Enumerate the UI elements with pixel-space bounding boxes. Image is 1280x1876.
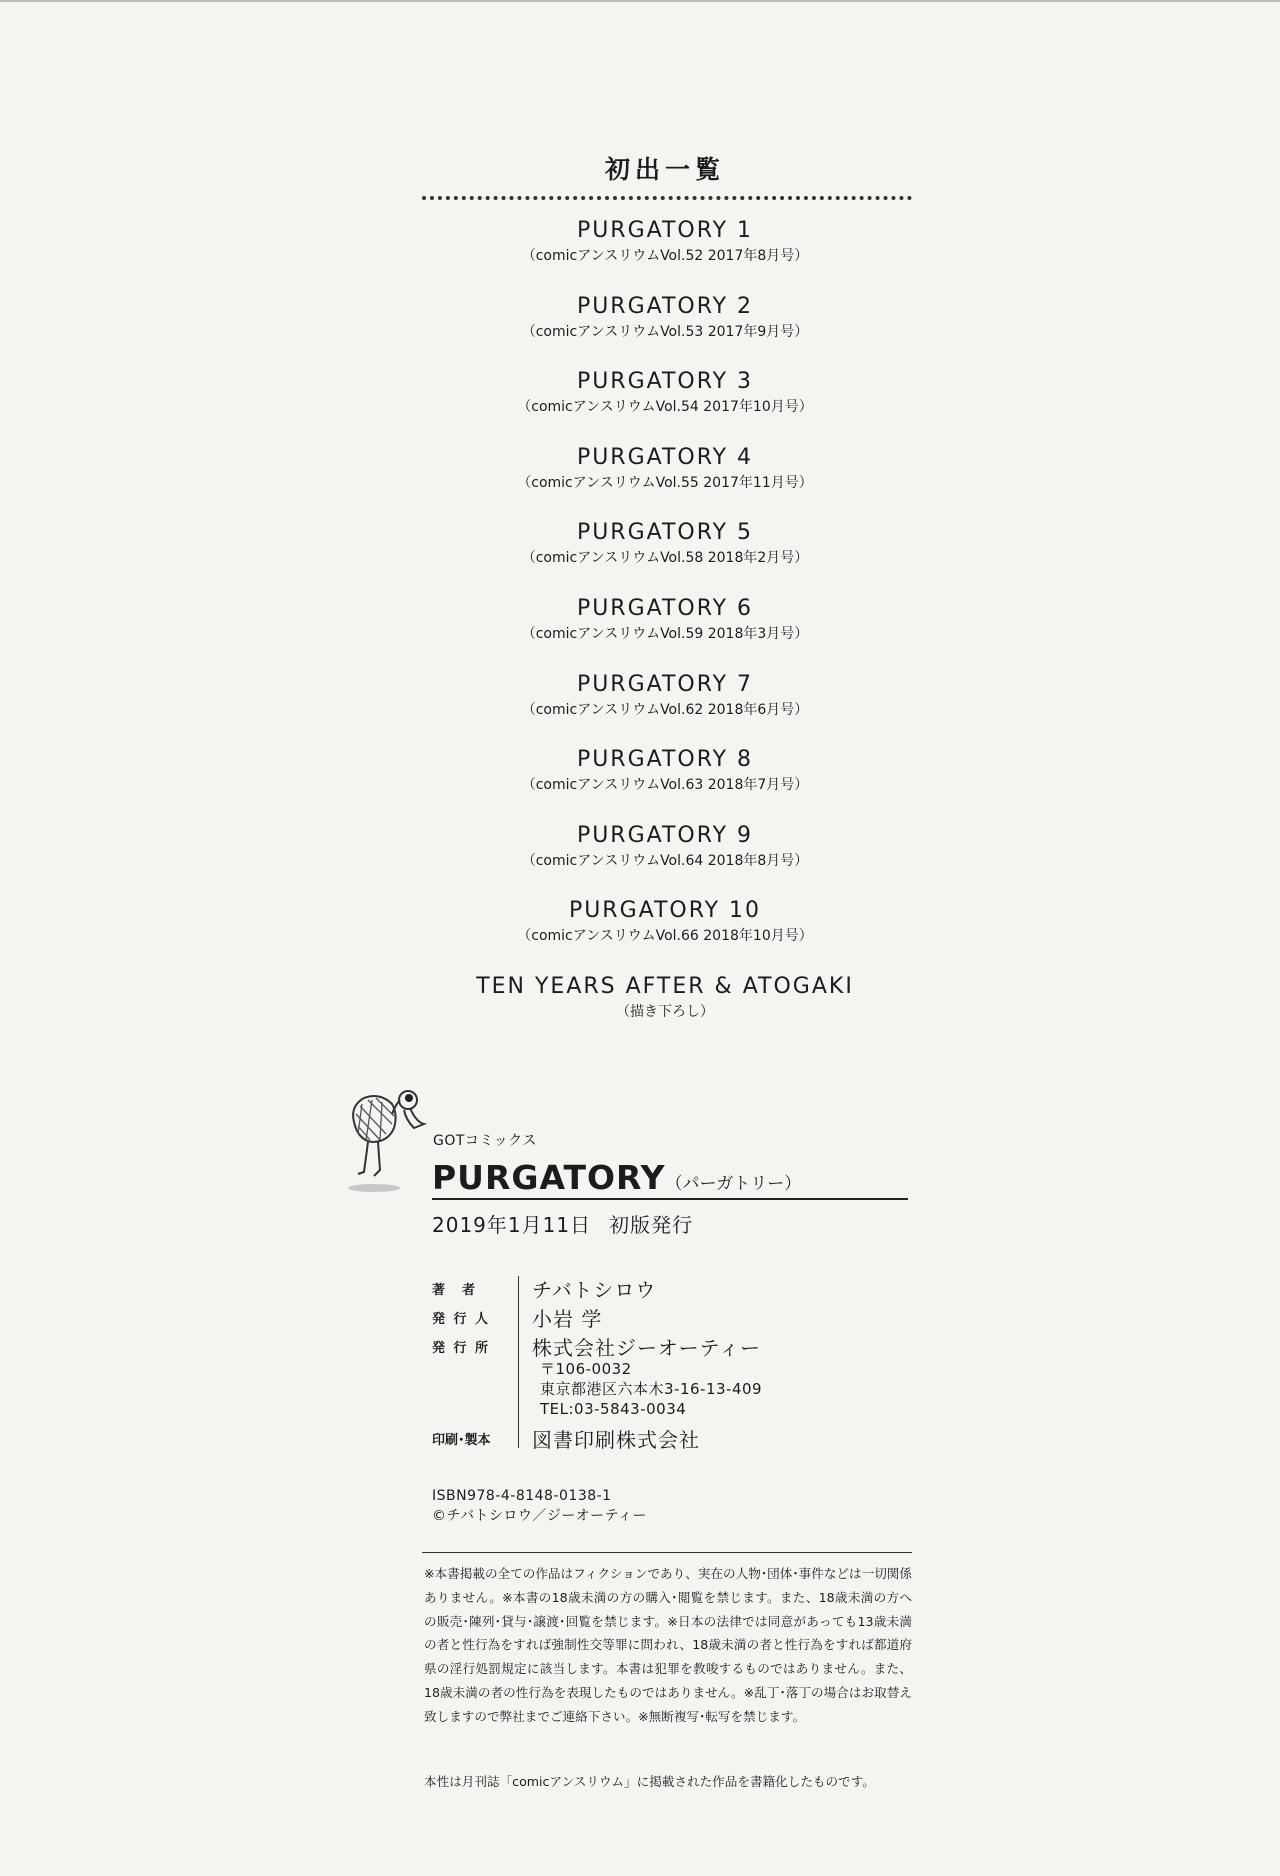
copyright: ©チバトシロウ／ジーオーティー [432, 1508, 647, 1524]
toc-special-item [0, 972, 1280, 1022]
toc-item-source: （comicアンスリウムVol.53 2017年9月号） [521, 323, 809, 340]
toc-item-title: PURGATORY 9 [576, 822, 754, 848]
book-title-main: PURGATORY [432, 1158, 666, 1197]
publication-date-value: 2019年1月11日 [432, 1213, 592, 1237]
toc-item-title: PURGATORY 4 [576, 444, 754, 470]
toc-item-title: PURGATORY 6 [576, 595, 754, 621]
toc-item-source: （comicアンスリウムVol.59 2018年3月号） [521, 625, 809, 642]
credit-value: 小岩 学 [532, 1307, 603, 1331]
book-title [432, 1158, 801, 1197]
credit-row-publisher [432, 1330, 852, 1359]
edition-label: 初版発行 [609, 1213, 694, 1237]
credit-key: 発 行 所 [432, 1341, 491, 1356]
credit-key: 印刷･製本 [432, 1433, 491, 1448]
toc-item [0, 745, 1280, 821]
toc-item-title: PURGATORY 10 [568, 898, 762, 924]
credit-key: 発 行 人 [432, 1312, 491, 1327]
credit-row-printer [432, 1422, 852, 1451]
toc-item-source: （comicアンスリウムVol.54 2017年10月号） [517, 399, 813, 416]
toc-item [0, 292, 1280, 368]
notice-rule [422, 1552, 912, 1553]
toc-item-source: （comicアンスリウムVol.52 2017年8月号） [521, 248, 809, 264]
toc-item [0, 518, 1280, 594]
toc-item-title: PURGATORY 3 [576, 369, 754, 395]
toc-item [0, 367, 1280, 443]
credit-row-publisher-person [432, 1301, 852, 1330]
toc-item-source: （comicアンスリウムVol.55 2017年11月号） [517, 474, 813, 491]
toc-item-title: PURGATORY 7 [576, 671, 754, 697]
publication-date [432, 1209, 693, 1238]
dotted-divider [422, 196, 912, 200]
toc-item-source: （comicアンスリウムVol.66 2018年10月号） [517, 928, 813, 945]
toc-item-source: （comicアンスリウムVol.62 2018年6月号） [521, 701, 809, 718]
postal-code: 〒106-0032 [540, 1360, 632, 1378]
toc-item [0, 821, 1280, 897]
toc-item-title: PURGATORY 1 [576, 218, 754, 243]
credit-key: 著 者 [432, 1283, 478, 1298]
legal-notice: ※本書掲載の全ての作品はフィクションであり、実在の人物･団体･事件などは一切関係ありません。※本書の18歳未満の方の購入･閲覧を禁じます。また、18歳未満の方への販売･陳列･貸与･譲渡･回覧を禁じます。※日本の法律では同意があっても13歳未満の者と性行為をすれば強制性交等罪に問われ、18歳未満の者と性行為をすれば都道府県の淫行処罰規定に該当します。本書は犯罪を教唆するものではありません。また、18歳未満の者の性行為を表現したものではありません。※乱丁･落丁の場合はお取替え致しますので弊社までご連絡下さい。※無断複写･転写を禁じます。 [424, 1566, 912, 1724]
footnote: 本性は月刊誌「comicアンスリウム」に掲載された作品を書籍化したものです。 [424, 1774, 875, 1789]
toc-item-source: （comicアンスリウムVol.63 2018年7月号） [521, 777, 809, 794]
publisher-address [432, 1359, 852, 1419]
toc-item [0, 896, 1280, 972]
toc-list [0, 216, 1280, 972]
toc-item [0, 216, 1280, 292]
toc-item-title: PURGATORY 5 [576, 520, 754, 546]
toc-item [0, 670, 1280, 746]
bird-mascot-icon [340, 1084, 440, 1194]
toc-heading: 初出一覧 [604, 155, 725, 184]
toc-item-title: PURGATORY 2 [576, 293, 754, 319]
imprint-label: GOTコミックス [433, 1133, 537, 1149]
toc-item-title: PURGATORY 8 [576, 747, 754, 773]
credit-value: 株式会社ジーオーティー [532, 1336, 761, 1360]
toc-item [0, 443, 1280, 519]
credit-row-author [432, 1272, 852, 1301]
title-rule [432, 1198, 908, 1200]
isbn: ISBN978-4-8148-0138-1 [432, 1488, 612, 1504]
credits-block [432, 1272, 852, 1451]
credit-value: 図書印刷株式会社 [532, 1428, 700, 1452]
toc-special-source: （描き下ろし） [616, 1004, 714, 1020]
credit-value: チバトシロウ [532, 1278, 657, 1302]
toc-item-source: （comicアンスリウムVol.58 2018年2月号） [521, 550, 809, 567]
book-title-ruby: （パーガトリー） [665, 1174, 802, 1194]
toc-special-title: TEN YEARS AFTER & ATOGAKI [476, 974, 854, 999]
toc-item-source: （comicアンスリウムVol.64 2018年8月号） [521, 852, 809, 869]
isbn-block [432, 1486, 647, 1526]
telephone: TEL:03-5843-0034 [540, 1400, 687, 1418]
toc-item [0, 594, 1280, 670]
street-address: 東京都港区六本木3-16-13-409 [540, 1380, 763, 1398]
